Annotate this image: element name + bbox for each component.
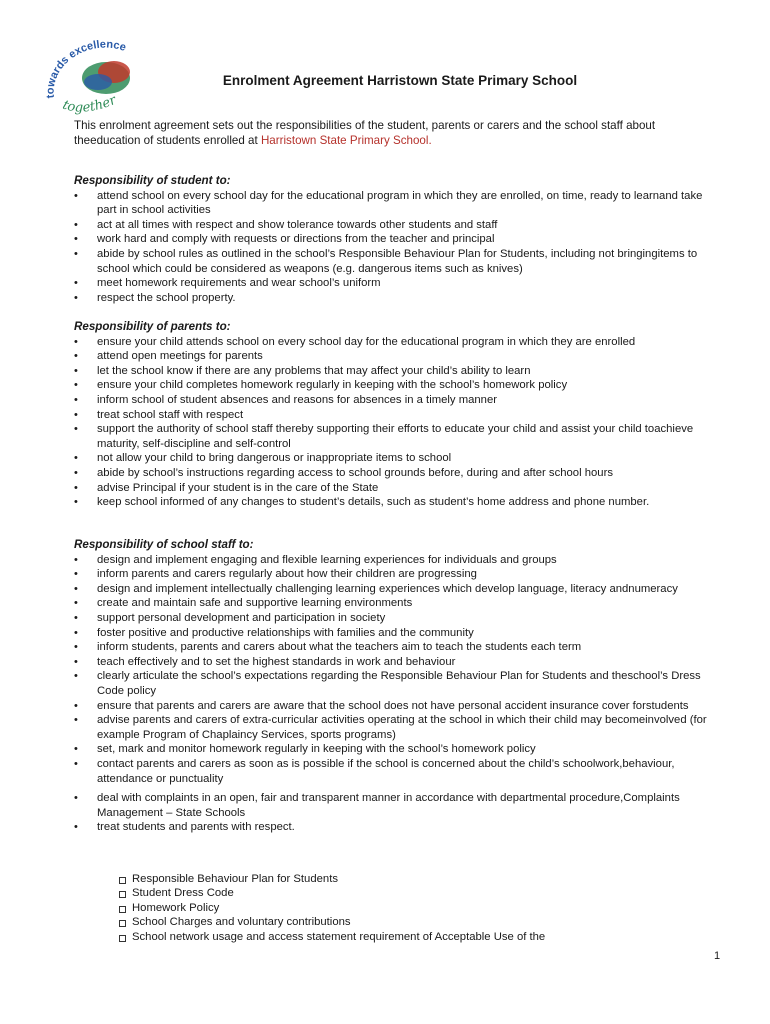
intro-paragraph (74, 119, 714, 148)
list-item: • design and implement intellectually challenging learning experiences which develop language, literacy andnumeracy (74, 582, 724, 597)
list-item: • respect the school property. (74, 291, 724, 306)
policy-item: School Charges and voluntary contributions (119, 915, 679, 929)
list-item: • contact parents and carers as soon as is possible if the school is concerned about the child’s schoolwork,behaviour, attendance or punctuality (74, 757, 724, 786)
parents-section (74, 320, 724, 510)
parents-heading: Responsibility of parents to: (74, 320, 231, 333)
list-item: • ensure your child completes homework regularly in keeping with the school’s homework policy (74, 378, 724, 393)
list-item: • deal with complaints in an open, fair and transparent manner in accordance with departmental procedure,Complaints Management – State Schools (74, 791, 724, 820)
list-item: • ensure your child attends school on every school day for the educational program in which they are enrolled (74, 335, 724, 350)
student-list (74, 189, 724, 306)
list-item: • keep school informed of any changes to student’s details, such as student’s home address and phone number. (74, 495, 724, 510)
list-item: • create and maintain safe and supportive learning environments (74, 596, 724, 611)
list-item: • treat school staff with respect (74, 408, 724, 423)
policy-item: Student Dress Code (119, 886, 679, 900)
intro-school-name: Harristown State Primary School. (260, 133, 432, 147)
list-item: • set, mark and monitor homework regularly in keeping with the school’s homework policy (74, 742, 724, 757)
list-item: • act at all times with respect and show tolerance towards other students and staff (74, 218, 724, 233)
list-item: • support the authority of school staff thereby supporting their efforts to educate your child and assist your child toachieve maturity, self-discipline and self-control (74, 422, 724, 451)
logo-water-shape (84, 74, 112, 90)
list-item: • meet homework requirements and wear school’s uniform (74, 276, 724, 291)
policy-item: Homework Policy (119, 901, 679, 915)
list-item: • abide by school rules as outlined in the school’s Responsible Behaviour Plan for Students, including not bringingitems to school which could be considered as weapons (e.g. dangerous items such as knives) (74, 247, 724, 276)
list-item: • support personal development and participation in society (74, 611, 724, 626)
policy-list (119, 872, 679, 944)
staff-heading: Responsibility of school staff to: (74, 538, 254, 551)
list-item: • treat students and parents with respect. (74, 820, 724, 835)
list-item: • design and implement engaging and flexible learning experiences for individuals and groups (74, 553, 724, 568)
list-item: • attend school on every school day for the educational program in which they are enrolled, on time, ready to learnand take part in school activities (74, 189, 724, 218)
logo-text-bottom: together (60, 92, 119, 116)
list-item: • inform school of student absences and reasons for absences in a timely manner (74, 393, 724, 408)
school-logo (40, 38, 152, 120)
list-item: • teach effectively and to set the highest standards in work and behaviour (74, 655, 724, 670)
staff-section (74, 538, 724, 835)
list-item: • foster positive and productive relationships with families and the community (74, 626, 724, 641)
document-title: Enrolment Agreement Harristown State Primary School (222, 73, 578, 88)
page-number: 1 (714, 950, 721, 962)
list-item: • work hard and comply with requests or directions from the teacher and principal (74, 232, 724, 247)
list-item: • let the school know if there are any problems that may affect your child’s ability to learn (74, 364, 724, 379)
staff-list (74, 553, 724, 835)
list-item: • ensure that parents and carers are aware that the school does not have personal accident insurance cover forstudents (74, 699, 724, 714)
list-item: • clearly articulate the school’s expectations regarding the Responsible Behaviour Plan for Students and theschool’s Dress Code policy (74, 669, 724, 698)
list-item: • inform parents and carers regularly about how their children are progressing (74, 567, 724, 582)
logo-text-top: towards excellence (44, 38, 128, 99)
list-item: • inform students, parents and carers about what the teachers aim to teach the students each term (74, 640, 724, 655)
list-item: • advise parents and carers of extra-curricular activities operating at the school in which their child may becomeinvolved (for example Program of Chaplaincy Services, sports programs) (74, 713, 724, 742)
student-section (74, 174, 724, 305)
list-item: • advise Principal if your student is in the care of the State (74, 481, 724, 496)
list-item: • not allow your child to bring dangerous or inappropriate items to school (74, 451, 724, 466)
list-item: • attend open meetings for parents (74, 349, 724, 364)
intro-text: This enrolment agreement sets out the responsibilities of the student, parents or carers and the school staff about theeducation of students enrolled at (74, 119, 656, 147)
policy-item: School network usage and access statement requirement of Acceptable Use of the (119, 930, 679, 944)
student-heading: Responsibility of student to: (74, 174, 231, 187)
list-item: • abide by school’s instructions regarding access to school grounds before, during and after school hours (74, 466, 724, 481)
parents-list (74, 335, 724, 510)
policy-item: Responsible Behaviour Plan for Students (119, 872, 679, 886)
